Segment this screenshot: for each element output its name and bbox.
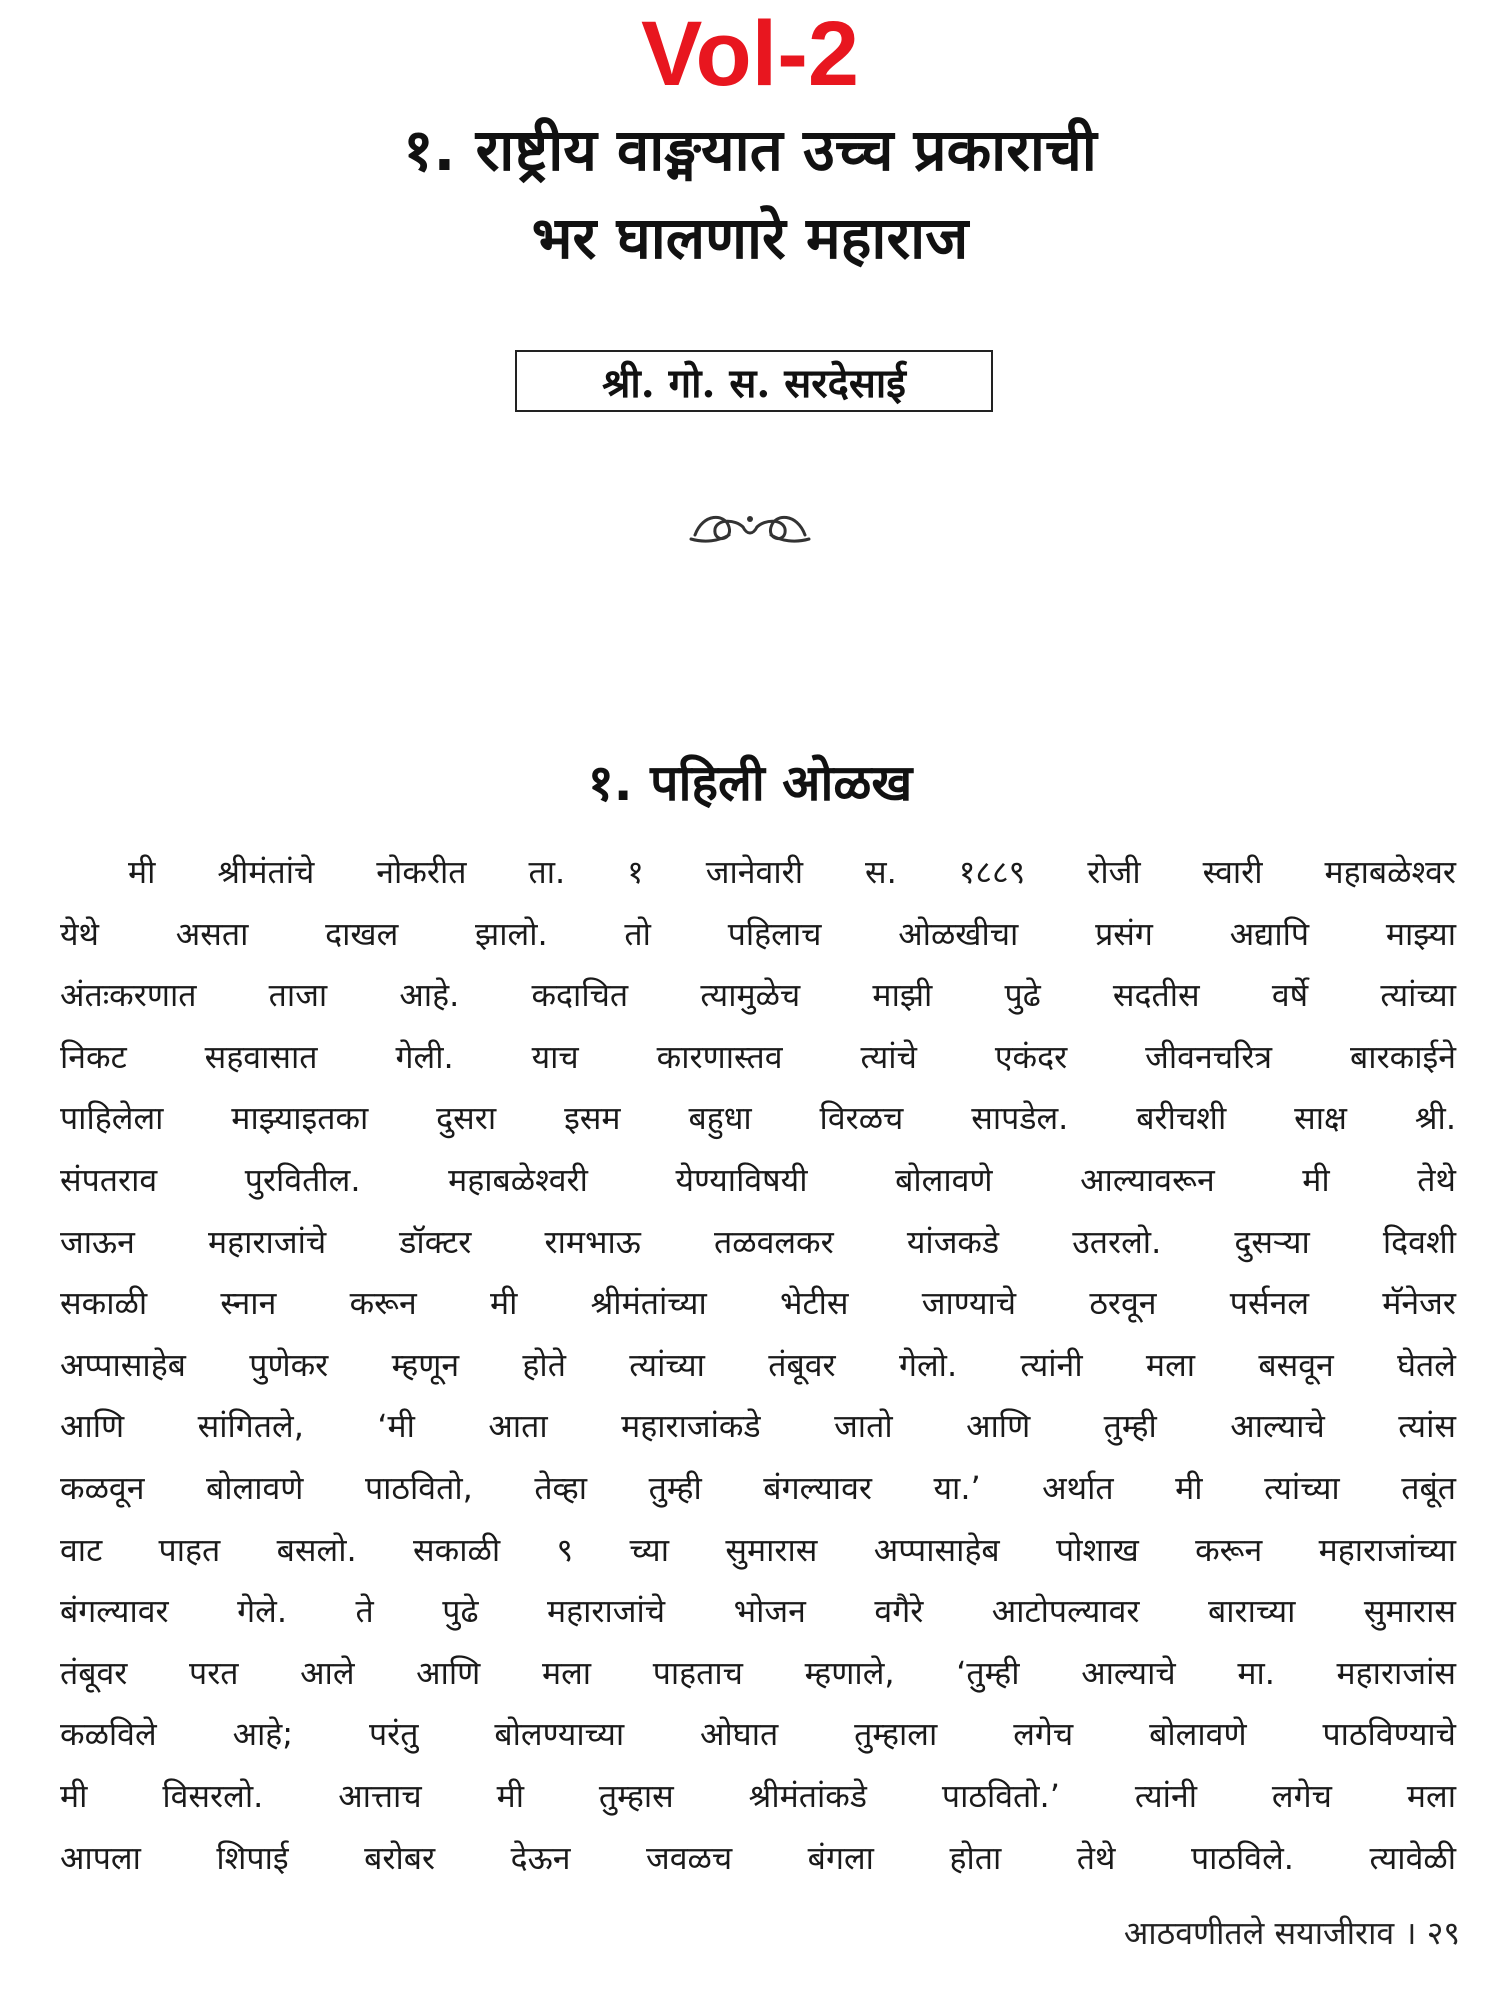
text-line: जाऊन महाराजांचे डॉक्टर रामभाऊ तळवलकर यांजकडे उतरलो. दुसऱ्या दिवशी [60,1222,1456,1261]
page-footer [1124,1908,1460,1958]
text-line: मी विसरलो. आत्ताच मी तुम्हास श्रीमंतांकडे पाठवितो.’ त्यांनी लगेच मला [60,1776,1456,1815]
text-line: बंगल्यावर गेले. ते पुढे महाराजांचे भोजन वगैरे आटोपल्यावर बाराच्या सुमारास [60,1592,1456,1631]
volume-label: Vol-2 [640,3,860,105]
text-line: अप्पासाहेब पुणेकर म्हणून होते त्यांच्या तंबूवर गेलो. त्यांनी मला बसवून घेतले [60,1345,1456,1384]
text-line: आपला शिपाई बरोबर देऊन जवळच बंगला होता तेथे पाठविले. त्यावेळी [60,1838,1456,1877]
text-line: सकाळी स्नान करून मी श्रीमंतांच्या भेटीस जाण्याचे ठरवून पर्सनल मॅनेजर [60,1284,1456,1323]
footer-separator: । [1404,1914,1417,1952]
text-line: पाहिलेला माझ्याइतका दुसरा इसम बहुधा विरळच सापडेल. बरीचशी साक्ष श्री. [60,1099,1456,1138]
chapter-title-line-2: भर घालणारे महाराज [531,204,969,272]
text-line: संपतराव पुरवितील. महाबळेश्वरी येण्याविषयी बोलावणे आल्यावरून मी तेथे [60,1160,1456,1199]
body-paragraph [60,842,1456,1889]
text-line: मी श्रीमंतांचे नोकरीत ता. १ जानेवारी स. १८८९ रोजी स्वारी महाबळेश्वर [128,853,1456,891]
text-line: आणि सांगितले, ‘मी आता महाराजांकडे जातो आणि तुम्ही आल्याचे त्यांस [60,1407,1456,1446]
running-title: आठवणीतले सयाजीराव [1123,1914,1395,1952]
text-line: अंतःकरणात ताजा आहे. कदाचित त्यामुळेच माझी पुढे सदतीस वर्षे त्यांच्या [60,976,1456,1015]
text-line: येथे असता दाखल झालो. तो पहिलाच ओळखीचा प्रसंग अद्यापि माझ्या [60,914,1456,953]
text-line: तंबूवर परत आले आणि मला पाहताच म्हणाले, ‘तुम्ही आल्याचे मा. महाराजांस [60,1653,1456,1692]
author-name: श्री. गो. स. सरदेसाई [602,359,906,407]
section-heading: १. पहिली ओळख [587,754,913,812]
text-line: निकट सहवासात गेली. याच कारणास्तव त्यांचे एकंदर जीवनचरित्र बारकाईने [60,1037,1456,1076]
chapter-title-line-1: १. राष्ट्रीय वाङ्मयात उच्च प्रकाराची [403,116,1097,184]
page-number: २९ [1426,1914,1460,1952]
text-line: कळविले आहे; परंतु बोलण्याच्या ओघात तुम्हाला लगेच बोलावणे पाठविण्याचे [60,1715,1456,1754]
text-line: वाट पाहत बसलो. सकाळी ९ च्या सुमारास अप्पासाहेब पोशाख करून महाराजांच्या [60,1530,1456,1569]
chapter-title [100,106,1400,282]
author-box [515,350,993,412]
text-line: कळवून बोलावणे पाठवितो, तेव्हा तुम्ही बंगल्यावर या.’ अर्थात मी त्यांच्या तबूंत [60,1468,1456,1507]
flourish-ornament-icon [0,505,1500,553]
